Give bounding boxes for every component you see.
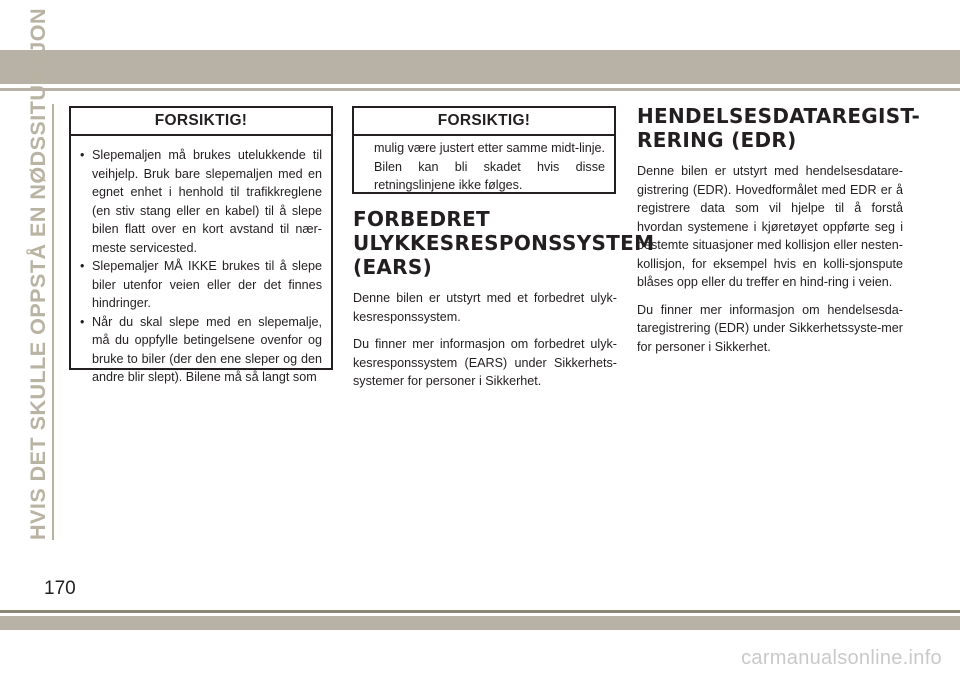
ears-heading: FORBEDRET ULYKKESRESPONSSYSTEM (EARS) <box>353 207 655 279</box>
ears-paragraph: Denne bilen er utstyrt med et forbedret ulyk-kesresponssystem. <box>353 291 617 324</box>
caution-body <box>71 136 331 393</box>
caution-text: mulig være justert etter samme midt-linje. Bilen kan bli skadet hvis disse retningslinjene ikke følges. <box>374 141 605 192</box>
footer-band <box>0 616 960 630</box>
header-band <box>0 50 960 84</box>
caution-title: FORSIKTIG! <box>71 108 331 136</box>
caution-bullet: • Når du skal slepe med en slepemalje, må du oppfylle betingelsene ovenfor og bruke to biler (der den ene sleper og den andre blir slept). Bilene må så langt som <box>80 313 322 387</box>
footer-rule <box>0 610 960 613</box>
watermark: carmanualsonline.info <box>741 647 942 669</box>
caution-body <box>354 136 614 201</box>
edr-section <box>637 104 921 365</box>
caution-box-towing <box>69 106 333 384</box>
caution-title: FORSIKTIG! <box>354 108 614 136</box>
header-rule <box>0 88 960 91</box>
section-title: HVIS DET SKULLE OPPSTÅ EN NØDSSITUASJON <box>26 8 50 540</box>
ears-section <box>353 207 655 400</box>
edr-paragraph: Du finner mer informasjon om hendelsesda-taregistrering (EDR) under Sikkerhetssyste-mer for personer i Sikkerhet. <box>637 302 903 354</box>
section-title-underline <box>52 104 54 540</box>
ears-paragraph: Du finner mer informasjon om forbedret ulyk-kesresponssystem (EARS) under Sikkerhets-systemer for personer i Sikkerhet. <box>353 337 617 388</box>
edr-paragraph: Denne bilen er utstyrt med hendelsesdatare-gistrering (EDR). Hovedformålet med EDR er å registrere data som vil hjelpe til å forstå hvordan systemene i kjøretøyet oppførte seg i bestemte situasjoner med kollisjon eller nesten-kollisjon, for eksempel hvis en kolli-sjonspute blåses opp eller du treffer en hind-ring i veien. <box>637 164 903 289</box>
page-number: 170 <box>44 578 76 599</box>
caution-box-continued <box>352 106 616 194</box>
caution-bullet: • Slepemaljen må brukes utelukkende til veihjelp. Bruk bare slepemaljen med en egnet enhet i henhold til trafikkreglene (en stiv stang eller en kabel) til å slepe bilen flatt over en kort avstand til nær-meste servicested. <box>80 146 322 257</box>
top-margin <box>0 0 960 50</box>
edr-heading: HENDELSESDATAREGIST-RERING (EDR) <box>637 104 921 152</box>
caution-bullet: • Slepemaljer MÅ IKKE brukes til å slepe biler utenfor veien eller der det finnes hindringer. <box>80 257 322 313</box>
